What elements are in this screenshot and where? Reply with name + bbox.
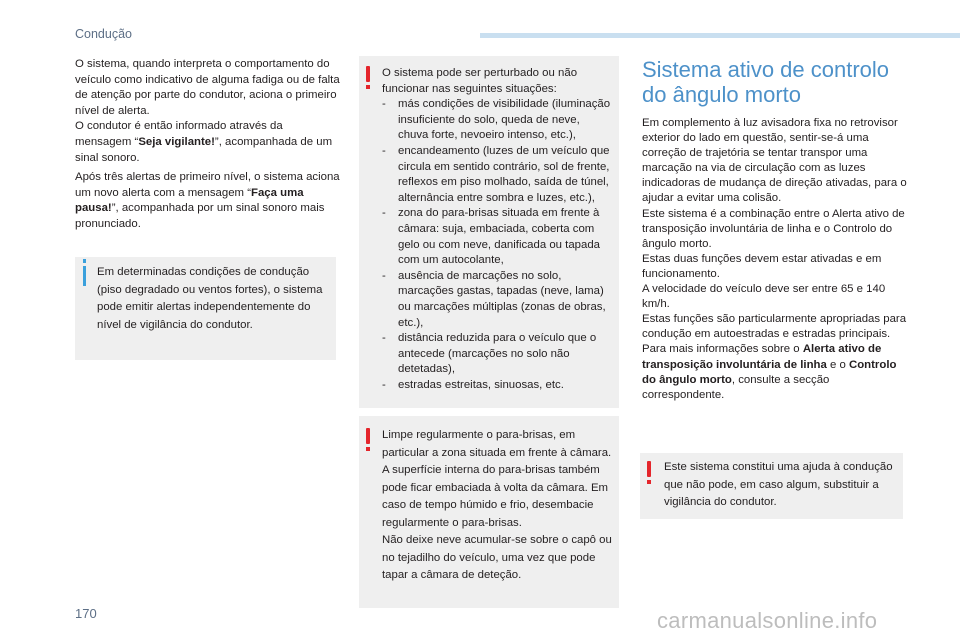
list-item: - más condições de visibilidade (iluminação insuficiente do solo, queda de neve, chuva forte, nevoeiro intenso, etc.), (382, 97, 613, 144)
message-text: Seja vigilante! (138, 135, 215, 148)
warning-note-assist: Este sistema constitui uma ajuda à condução que não pode, em caso algum, substituir a vigilância do condutor. (640, 453, 903, 519)
list-item: - zona do para-brisas situada em frente à câmara: suja, embaciada, coberta com gelo ou com neve, danificada ou tapada com um autocolante, (382, 206, 613, 268)
conditions-list (382, 97, 613, 393)
warning-intro: O sistema pode ser perturbado ou não funcionar nas seguintes situações: (382, 67, 578, 95)
warning-note-windscreen (359, 416, 619, 608)
paragraph: Para mais informações sobre o Alerta ativo de transposição involuntária de linha e o Controlo do ângulo morto, consulte a secção correspondente. (642, 343, 897, 401)
paragraph: A superfície interna do para-brisas também pode ficar embaciada à volta da câmara. Em caso de tempo húmido e frio, desembacie regularmente o para-brisas. (382, 464, 609, 529)
paragraph: Limpe regularmente o para-brisas, em particular a zona situada em frente à câmara. (382, 429, 612, 459)
info-icon (83, 266, 86, 286)
section-body (642, 116, 907, 403)
warning-icon (647, 461, 651, 477)
cross-reference: Alerta ativo de transposição involuntária de linha (642, 343, 882, 371)
paragraph: Estas duas funções devem estar ativadas e em funcionamento. (642, 252, 882, 280)
column-1 (75, 57, 340, 233)
column-3 (642, 57, 907, 403)
message-text: Faça uma pausa! (75, 186, 304, 215)
list-item: - estradas estreitas, sinuosas, etc. (382, 378, 613, 394)
list-item: - ausência de marcações no solo, marcações gastas, tapadas (neve, lama) ou marcações múltiplas (zonas de obras, etc.), (382, 269, 613, 331)
section-title: Sistema ativo de controlo do ângulo morto (642, 57, 890, 107)
paragraph: Não deixe neve acumular-se sobre o capô ou no tejadilho do veículo, uma vez que pode tapar a câmara de deteção. (382, 534, 612, 581)
header-accent-bar (480, 33, 960, 38)
section-label: Condução (75, 27, 132, 41)
paragraph: Este sistema é a combinação entre o Alerta ativo de transposição involuntária de linha e o Controlo do ângulo morto. (642, 207, 905, 250)
paragraph: Em complemento à luz avisadora fixa no retrovisor exterior do lado em questão, sentir-se-á uma correção de trajetória se tentar transpor uma marcação na via de circulação com as luzes indicadoras de mudança de direção ativadas, para o ajudar a evitar uma colisão. (642, 117, 907, 205)
paragraph: A velocidade do veículo deve ser entre 65 e 140 km/h. (642, 283, 886, 311)
page-number: 170 (75, 606, 97, 621)
list-item: - encandeamento (luzes de um veículo que circula em sentido contrário, sol de frente, reflexos em piso molhado, saída de túnel, alternância entre sombra e luzes, etc.), (382, 144, 613, 206)
paragraph: Após três alertas de primeiro nível, o sistema aciona um novo alerta com a mensagem “Faça uma pausa!”, acompanhada por um sinal sonoro mais pronunciado. (75, 171, 340, 230)
warning-icon (366, 66, 370, 82)
paragraph: O condutor é então informado através da mensagem “Seja vigilante!”, acompanhada de um sinal sonoro. (75, 120, 333, 164)
warning-icon (366, 428, 370, 444)
paragraph: Estas funções são particularmente apropriadas para condução em autoestradas e estradas principais. (642, 313, 907, 341)
info-note: Em determinadas condições de condução (piso degradado ou ventos fortes), o sistema pode emitir alertas independentemente do nível de vigilância do condutor. (75, 257, 336, 360)
cross-reference: Controlo do ângulo morto (642, 358, 897, 386)
watermark: carmanualsonline.info (657, 608, 878, 633)
warning-note-conditions (359, 56, 619, 408)
list-item: - distância reduzida para o veículo que o antecede (marcações no solo não detetadas), (382, 331, 613, 378)
paragraph: O sistema, quando interpreta o comportamento do veículo como indicativo de alguma fadiga ou de falta de atenção por parte do condutor, aciona o primeiro nível de alerta. (75, 58, 340, 117)
